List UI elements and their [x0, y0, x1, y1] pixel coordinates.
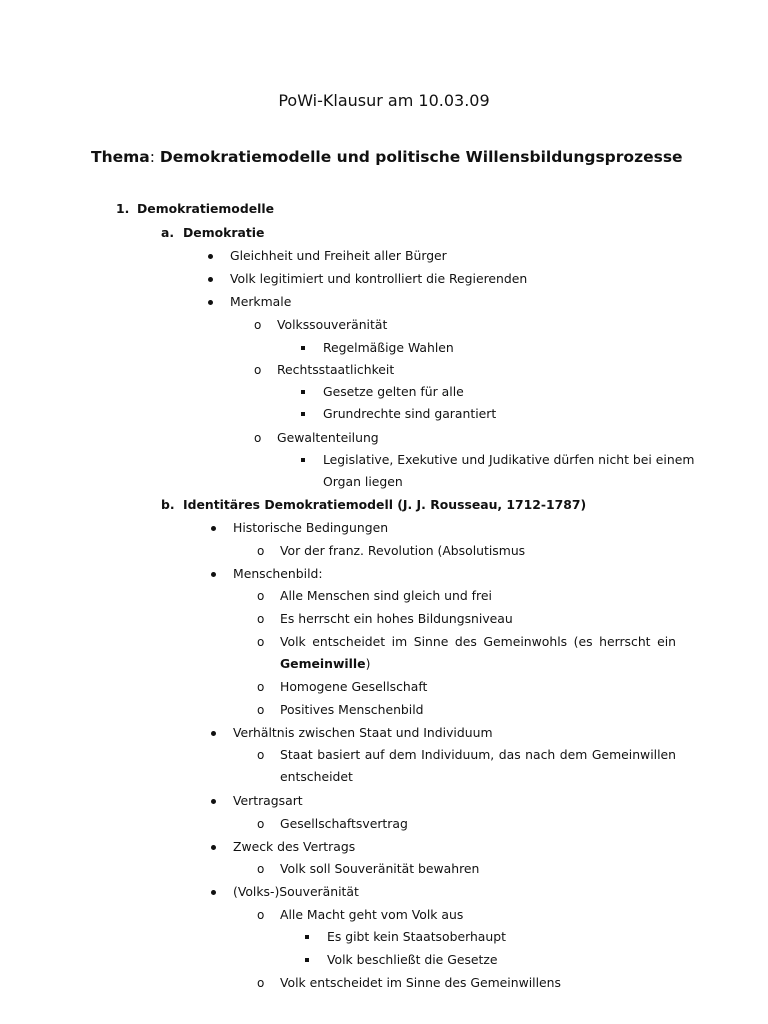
list-item: Staat basiert auf dem Individuum, das nach dem Gemeinwillen — [280, 747, 676, 762]
bullet-icon — [208, 300, 213, 305]
list-item: Gesellschaftsvertrag — [280, 816, 408, 831]
list-item-continuation: entscheidet — [280, 769, 353, 784]
list-item: Historische Bedingungen — [233, 520, 389, 535]
bullet-icon — [211, 799, 216, 804]
subsection-heading: Identitäres Demokratiemodell (J. J. Rousseau, 1712-1787) — [183, 497, 587, 512]
subsection-letter: b. — [161, 497, 175, 512]
circle-bullet-icon: o — [257, 612, 265, 626]
list-item: Positives Menschenbild — [280, 702, 424, 717]
circle-bullet-icon: o — [257, 908, 265, 922]
list-item: Gleichheit und Freiheit aller Bürger — [230, 248, 447, 263]
bullet-icon — [211, 572, 216, 577]
list-item: Zweck des Vertrags — [233, 839, 356, 854]
list-item: Merkmale — [230, 294, 292, 309]
subsection-heading: Demokratie — [183, 225, 265, 240]
list-item: Volkssouveränität — [277, 317, 388, 332]
list-item: Es gibt kein Staatsoberhaupt — [327, 929, 506, 944]
list-item: Gewaltenteilung — [277, 430, 379, 445]
list-item: Volk beschließt die Gesetze — [327, 952, 498, 967]
list-item: Volk legitimiert und kontrolliert die Regierenden — [230, 271, 528, 286]
bullet-icon — [208, 254, 213, 259]
bullet-icon — [211, 890, 216, 895]
list-item: Legislative, Exekutive und Judikative dürfen nicht bei einem — [323, 452, 695, 467]
topic-label: Thema — [91, 148, 150, 166]
list-item: Es herrscht ein hohes Bildungsniveau — [280, 611, 513, 626]
square-bullet-icon — [305, 935, 309, 939]
circle-bullet-icon: o — [257, 748, 265, 762]
square-bullet-icon — [301, 346, 305, 350]
list-item: (Volks-)Souveränität — [233, 884, 359, 899]
topic-text: Demokratiemodelle und politische Willensbildungsprozesse — [159, 148, 683, 166]
list-item: Vor der franz. Revolution (Absolutismus — [280, 543, 526, 558]
square-bullet-icon — [301, 458, 305, 462]
circle-bullet-icon: o — [254, 318, 262, 332]
topic-heading — [91, 147, 683, 167]
bullet-icon — [211, 731, 216, 736]
list-item: Volk entscheidet im Sinne des Gemeinwillens — [280, 975, 561, 990]
circle-bullet-icon: o — [257, 680, 265, 694]
topic-colon: : — [149, 148, 160, 166]
square-bullet-icon — [301, 412, 305, 416]
list-item: Rechtsstaatlichkeit — [277, 362, 395, 377]
document-title: PoWi-Klausur am 10.03.09 — [278, 91, 490, 110]
circle-bullet-icon: o — [257, 817, 265, 831]
list-item: Vertragsart — [233, 793, 303, 808]
list-item: Alle Menschen sind gleich und frei — [280, 588, 492, 603]
circle-bullet-icon: o — [257, 635, 265, 649]
circle-bullet-icon: o — [254, 431, 262, 445]
closing-paren: ) — [365, 656, 371, 671]
circle-bullet-icon: o — [257, 976, 265, 990]
bullet-icon — [211, 845, 216, 850]
section-number: 1. — [116, 201, 130, 216]
bullet-icon — [211, 526, 216, 531]
bullet-icon — [208, 277, 213, 282]
list-item: Volk entscheidet im Sinne des Gemeinwohls (es herrscht ein — [280, 634, 676, 649]
circle-bullet-icon: o — [257, 589, 265, 603]
square-bullet-icon — [305, 958, 309, 962]
list-item: Menschenbild: — [233, 566, 323, 581]
circle-bullet-icon: o — [257, 862, 265, 876]
list-item: Volk soll Souveränität bewahren — [280, 861, 480, 876]
square-bullet-icon — [301, 390, 305, 394]
list-item-continuation — [280, 655, 370, 673]
circle-bullet-icon: o — [254, 363, 262, 377]
subsection-letter: a. — [161, 225, 175, 240]
list-item-continuation: Organ liegen — [323, 474, 403, 489]
list-item: Regelmäßige Wahlen — [323, 340, 454, 355]
section-heading: Demokratiemodelle — [137, 201, 274, 216]
circle-bullet-icon: o — [257, 703, 265, 717]
list-item: Grundrechte sind garantiert — [323, 406, 497, 421]
list-item: Homogene Gesellschaft — [280, 679, 428, 694]
list-item: Verhältnis zwischen Staat und Individuum — [233, 725, 493, 740]
list-item: Alle Macht geht vom Volk aus — [280, 907, 464, 922]
circle-bullet-icon: o — [257, 544, 265, 558]
list-item: Gesetze gelten für alle — [323, 384, 464, 399]
emphasis-term: Gemeinwille — [280, 656, 366, 671]
